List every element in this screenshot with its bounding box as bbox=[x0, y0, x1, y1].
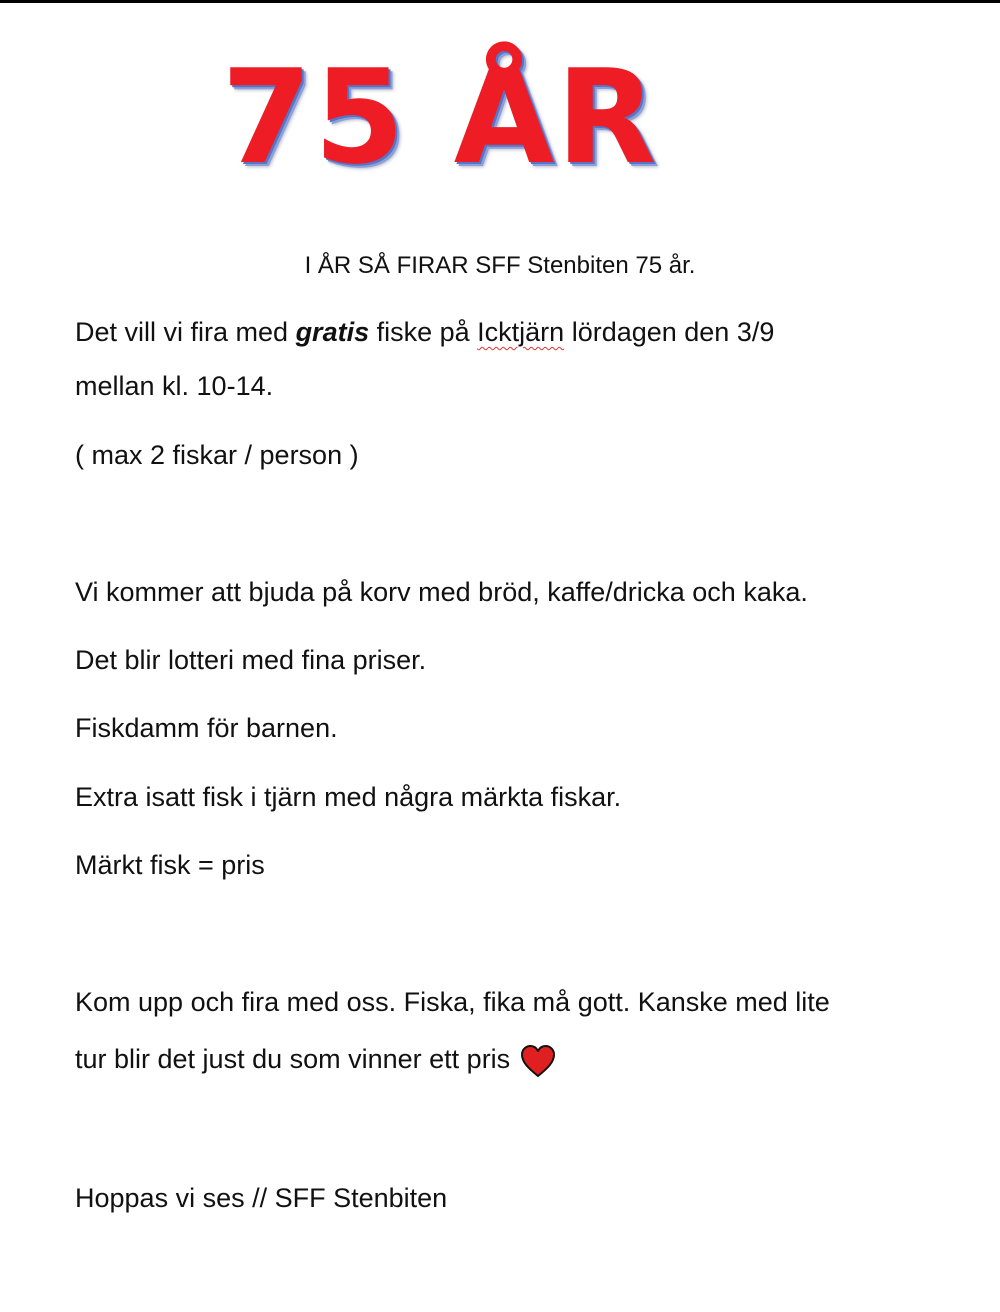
headline: 75 ÅR bbox=[221, 41, 659, 193]
emphasis-word: gratis bbox=[295, 317, 370, 347]
offer-line: Märkt fisk = pris bbox=[75, 850, 265, 880]
intro-after: lördagen den 3/9 bbox=[564, 317, 775, 347]
offer-line: Vi kommer att bjuda på korv med bröd, kaffe/dricka och kaka. bbox=[75, 577, 808, 607]
heart-icon bbox=[520, 1044, 556, 1078]
intro-before: Det vill vi fira med bbox=[75, 317, 296, 347]
offer-line: Det blir lotteri med fina priser. bbox=[75, 645, 427, 675]
intro-line bbox=[75, 314, 774, 350]
invite-line: Kom upp och fira med oss. Fiska, fika må gott. Kanske med lite bbox=[75, 987, 830, 1017]
invite-line-2 bbox=[75, 1041, 556, 1078]
invite-text: tur blir det just du som vinner ett pris bbox=[75, 1044, 511, 1074]
intro-middle: fiske på bbox=[369, 317, 478, 347]
place-name: Icktjärn bbox=[477, 317, 565, 347]
signoff: Hoppas vi ses // SFF Stenbiten bbox=[75, 1183, 448, 1213]
top-border bbox=[0, 0, 1000, 3]
limit-line: ( max 2 fiskar / person ) bbox=[75, 440, 359, 470]
subheading: I ÅR SÅ FIRAR SFF Stenbiten 75 år. bbox=[304, 252, 696, 279]
intro-line-2: mellan kl. 10-14. bbox=[75, 371, 274, 401]
offer-line: Fiskdamm för barnen. bbox=[75, 713, 338, 743]
offer-line: Extra isatt fisk i tjärn med några märkta fiskar. bbox=[75, 782, 622, 812]
